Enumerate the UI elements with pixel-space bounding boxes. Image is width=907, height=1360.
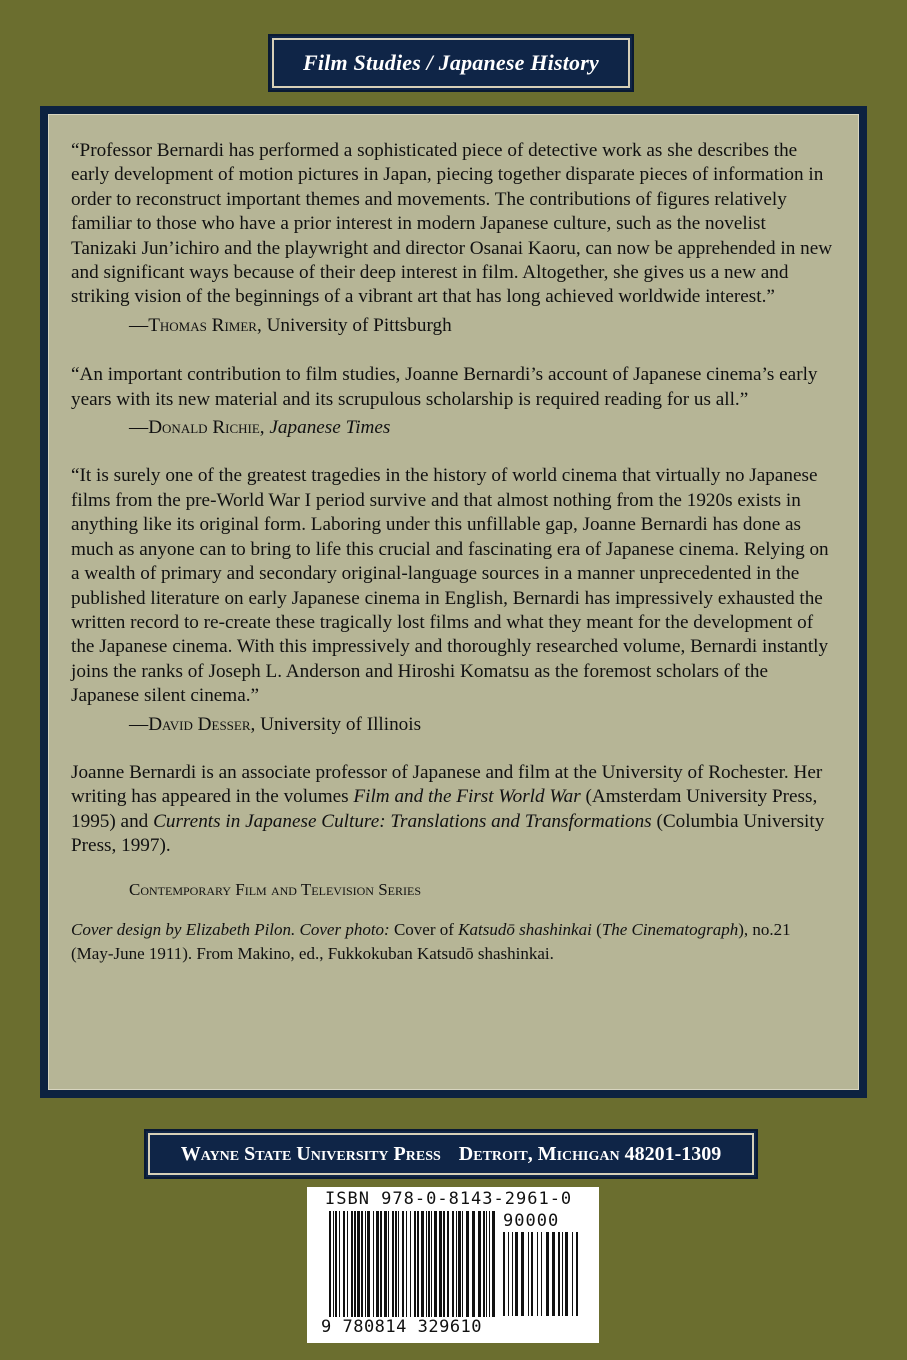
quote-text: “Professor Bernardi has performed a sophisticated piece of detective work as she describes the early development of motion pictures in Japan, piecing together disparate pieces of information in order to reconstruct important themes and movements. The contributions of figures relatively familiar to those who have a prior interest in modern Japanese culture, such as the novelist Tanizaki Jun’ichiro and the playwright and director Osanai Kaoru, can now be apprehended in new and significant ways because of their deep interest in film. Altogether, she gives us a new and striking vision of the beginnings of a vibrant art that has long achieved worldwide interest.”: [71, 140, 833, 308]
quote-text: “An important contribution to film studies, Joanne Bernardi’s account of Japanese cinema’s early years with its new material and its scrupulous scholarship is required reading for us all.”: [71, 364, 818, 410]
author-name: Thomas Rimer: [148, 314, 257, 336]
quote-text: “It is surely one of the greatest tragedies in the history of world cinema that virtually no Japanese films from the pre-World War I period survive and that almost nothing from the 1920s exists in anything like its original form. Laboring under this unfillable gap, Joanne Bernardi has done as much as anyone can to bring to life this crucial and fascinating era of Japanese cinema. Relying on a wealth of primary and secondary original-language sources in a manner unprecedented in the published literature on early Japanese cinema in English, Bernardi has impressively exhausted the written record to re-create these tragically lost films and what they meant for the development of the Japanese cinema. With this impressively and thoroughly researched volume, Bernardi instantly joins the ranks of Joseph L. Anderson and Hiroshi Komatsu as the foremost scholars of the Japanese silent cinema.”: [71, 465, 829, 707]
author-affiliation: Japanese Times: [269, 417, 391, 439]
quote-desser: [71, 464, 836, 736]
quote-attribution: —Donald Richie, Japanese Times: [129, 417, 391, 439]
author-affiliation: , University of Pittsburgh: [256, 314, 452, 336]
quote-richie: [71, 363, 836, 440]
author-name: Donald Richie: [148, 417, 260, 439]
isbn-number: ISBN 978-0-8143-2961-0: [325, 1189, 573, 1209]
quote-rimer: [71, 139, 836, 338]
book-title: Film and the First World War: [353, 786, 581, 808]
quote-attribution: —David Desser, University of Illinois: [129, 713, 422, 735]
isbn-barcode: [307, 1187, 599, 1343]
category-label: [268, 34, 634, 92]
barcode-bars-icon: [329, 1211, 495, 1317]
price-addon: 90000: [503, 1211, 560, 1231]
publisher-location: Detroit, Michigan 48201-1309: [458, 1142, 722, 1165]
publisher-name: Wayne State University Press: [180, 1142, 441, 1165]
quote-attribution: —Thomas Rimer, University of Pittsburgh: [129, 314, 452, 336]
category-text: Film Studies / Japanese History: [303, 50, 599, 75]
author-affiliation: , University of Illinois: [250, 713, 422, 735]
author-bio: Joanne Bernardi is an associate professor of Japanese and film at the University of Rochester. Her writing has appeared in the volumes Film and the First World War (Amsterdam University Press, 1995) and Currents in Japanese Culture: Translations and Transformations (Columbia University Press, 1997).: [71, 761, 825, 857]
book-title: Currents in Japanese Culture: Translations and Transformations: [153, 810, 652, 832]
blurb-content: [48, 114, 859, 1090]
author-name: David Desser: [148, 713, 251, 735]
publisher-banner: [144, 1129, 758, 1179]
barcode-digits: 9 780814 329610: [321, 1317, 483, 1337]
addon-bars-icon: [503, 1232, 583, 1316]
cover-credits: Cover design by Elizabeth Pilon. Cover photo: Cover of Katsudō shashinkai (The Cinematograph), no.21 (May-June 1911). From Makino, ed., Fukkokuban Katsudō shashinkai.: [71, 920, 791, 964]
blurb-panel: [40, 106, 867, 1098]
series-name: Contemporary Film and Television Series: [129, 879, 421, 899]
